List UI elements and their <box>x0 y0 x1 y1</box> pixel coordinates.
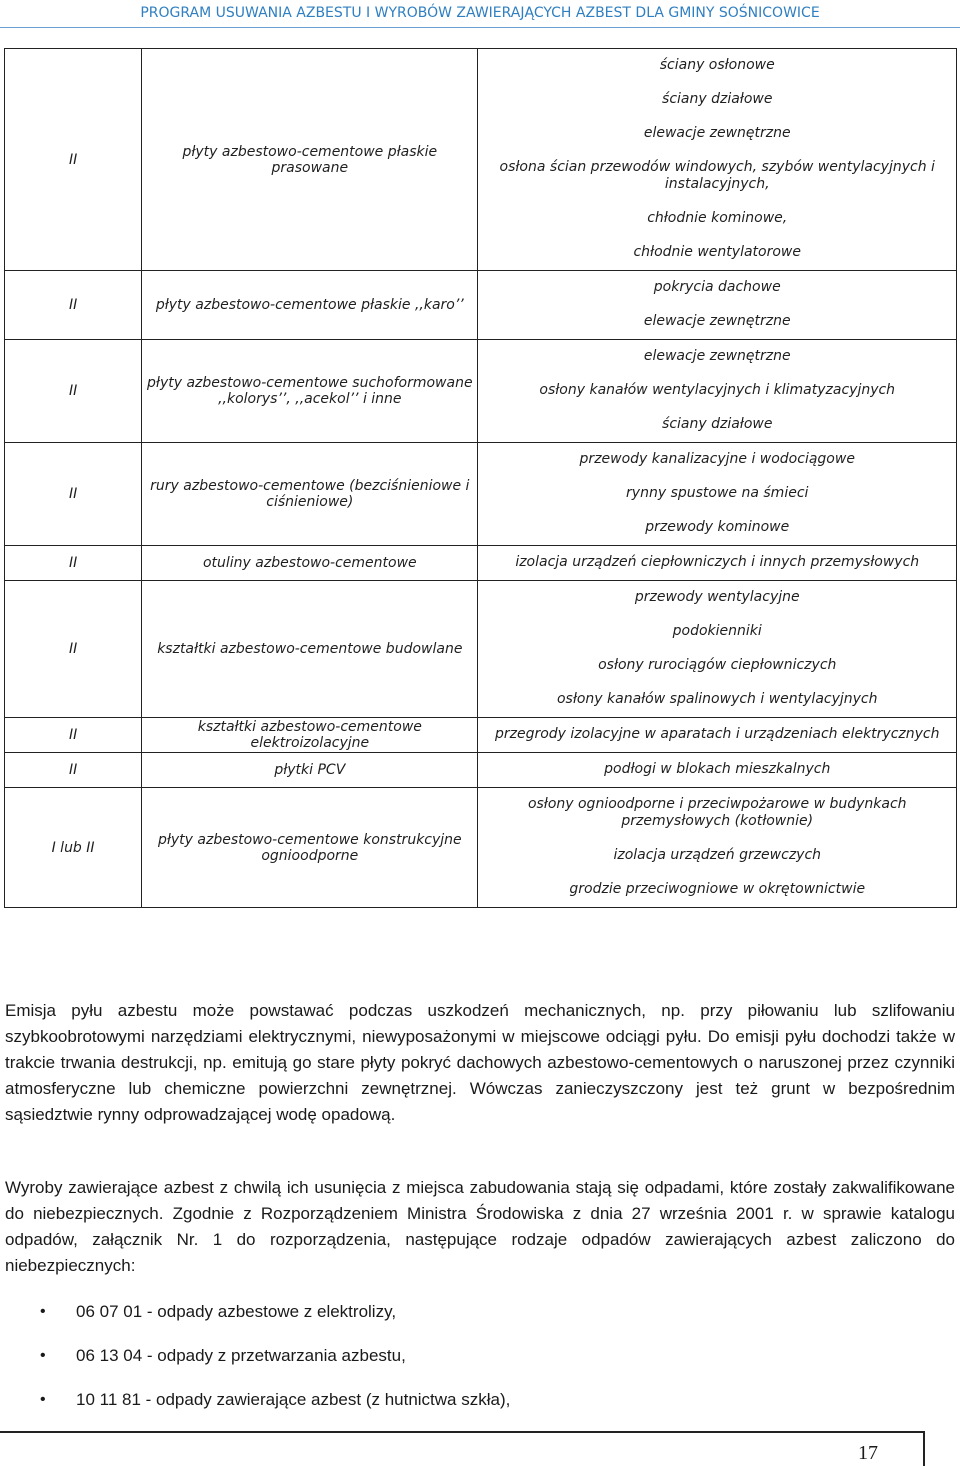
footer-rule <box>0 1431 924 1433</box>
usage-item: osłony rurociągów ciepłowniczych <box>598 657 837 673</box>
usage-cell <box>478 443 957 546</box>
usage-item: chłodnie wentylatorowe <box>633 244 801 260</box>
usage-item: przewody kanalizacyjne i wodociągowe <box>579 451 855 467</box>
table-row <box>5 718 957 753</box>
asbestos-class-cell: II <box>5 581 142 718</box>
usage-item: osłona ścian przewodów windowych, szybów wentylacyjnych i instalacyjnych, <box>499 159 935 192</box>
table-row <box>5 581 957 718</box>
bullet-icon: • <box>40 1391 46 1408</box>
usage-cell <box>478 546 957 581</box>
table-row <box>5 271 957 340</box>
waste-code-item: 06 07 01 - odpady azbestowe z elektrolizy, <box>76 1302 397 1321</box>
asbestos-class-cell: II <box>5 546 142 581</box>
product-name-cell: rury azbestowo-cementowe (bezciśnieniowe i ciśnieniowe) <box>142 443 478 546</box>
usage-cell <box>478 581 957 718</box>
usage-item: osłony kanałów wentylacyjnych i klimatyzacyjnych <box>539 382 896 398</box>
usage-item: osłony kanałów spalinowych i wentylacyjnych <box>556 691 878 707</box>
list-item <box>0 1378 950 1422</box>
list-item <box>0 1290 950 1334</box>
waste-code-item: 06 13 04 - odpady z przetwarzania azbestu, <box>76 1346 406 1365</box>
asbestos-class-cell: II <box>5 443 142 546</box>
table-row <box>5 340 957 443</box>
bullet-icon: • <box>40 1347 46 1364</box>
header-rule <box>0 27 960 28</box>
usage-item: ściany osłonowe <box>659 57 775 73</box>
paragraph-waste-classification: Wyroby zawierające azbest z chwilą ich usunięcia z miejsca zabudowania stają się odpadami, które zostały zakwalifikowane do niebezpiecznych. Zgodnie z Rozporządzeniem Ministra Środowiska z dnia 27 września 2001 r. w sprawie katalogu odpadów, załącznik Nr. 1 do rozporządzenia, następujące rodzaje odpadów zawierających azbest zaliczono do niebezpiecznych: <box>5 1178 955 1275</box>
product-name-cell: otuliny azbestowo-cementowe <box>142 546 478 581</box>
product-name-cell: płytki PCV <box>142 753 478 788</box>
usage-cell <box>478 49 957 271</box>
usage-item: osłony ognioodporne i przeciwpożarowe w budynkach przemysłowych (kotłownie) <box>527 796 907 829</box>
usage-item: chłodnie kominowe, <box>647 210 788 226</box>
usage-item: elewacje zewnętrzne <box>643 313 791 329</box>
list-item <box>0 1334 950 1378</box>
table-row <box>5 788 957 908</box>
product-name-cell: płyty azbestowo-cementowe płaskie prasowane <box>142 49 478 271</box>
paragraph-dust-emission: Emisja pyłu azbestu może powstawać podczas uszkodzeń mechanicznych, np. przy piłowaniu lub szlifowaniu szybkoobrotowymi narzędziami elektrycznymi, niewyposażonymi w miejscowe odciągi pyłu. Do emisji pyłu dochodzi także w trakcie trwania destrukcji, np. emitują go stare płyty pokryć dachowych azbestowo-cementowych o naruszonej przez czynniki atmosferyczne lub chemiczne powierzchni zewnętrznej. Wówczas zanieczyszczony jest też grunt w bezpośrednim sąsiedztwie rynny odprowadzającej wodę opadową. <box>5 1001 955 1124</box>
footer-vertical-rule <box>923 1431 925 1466</box>
product-name-cell: płyty azbestowo-cementowe płaskie ,,karo’’ <box>142 271 478 340</box>
waste-code-list <box>0 1290 950 1422</box>
product-name-cell: płyty azbestowo-cementowe konstrukcyjne ognioodporne <box>142 788 478 908</box>
usage-cell <box>478 718 957 753</box>
usage-item: elewacje zewnętrzne <box>643 125 791 141</box>
usage-item: izolacja urządzeń ciepłowniczych i innych przemysłowych <box>515 554 920 570</box>
waste-code-item: 10 11 81 - odpady zawierające azbest (z hutnictwa szkła), <box>76 1390 511 1409</box>
usage-item: ściany działowe <box>662 91 773 107</box>
product-name-cell: płyty azbestowo-cementowe suchoformowane ,,kolorys’’, ,,acekol’’ i inne <box>142 340 478 443</box>
asbestos-class-cell: II <box>5 718 142 753</box>
usage-cell <box>478 753 957 788</box>
bullet-icon: • <box>40 1303 46 1320</box>
usage-item: grodzie przeciwogniowe w okrętownictwie <box>569 881 866 897</box>
product-name-cell: kształtki azbestowo-cementowe budowlane <box>142 581 478 718</box>
page-header: PROGRAM USUWANIA AZBESTU I WYROBÓW ZAWIERAJĄCYCH AZBEST DLA GMINY SOŚNICOWICE <box>140 5 820 21</box>
table-row <box>5 753 957 788</box>
asbestos-class-cell: I lub II <box>5 788 142 908</box>
product-name-cell: kształtki azbestowo-cementowe elektroizolacyjne <box>142 718 478 753</box>
usage-cell <box>478 788 957 908</box>
usage-item: elewacje zewnętrzne <box>643 348 791 364</box>
usage-item: przewody kominowe <box>645 519 790 535</box>
table-row <box>5 443 957 546</box>
usage-item: przegrody izolacyjne w aparatach i urządzeniach elektrycznych <box>494 726 940 742</box>
usage-item: przewody wentylacyjne <box>634 589 800 605</box>
usage-item: podokienniki <box>672 623 762 639</box>
page-number: 17 <box>858 1442 878 1464</box>
usage-cell <box>478 340 957 443</box>
table-body <box>5 49 957 908</box>
usage-item: izolacja urządzeń grzewczych <box>613 847 822 863</box>
asbestos-products-table <box>4 48 957 908</box>
usage-item: ściany działowe <box>662 416 773 432</box>
table-row <box>5 546 957 581</box>
usage-cell <box>478 271 957 340</box>
usage-item: rynny spustowe na śmieci <box>626 485 809 501</box>
usage-item: podłogi w blokach mieszkalnych <box>604 761 831 777</box>
asbestos-class-cell: II <box>5 49 142 271</box>
table-row <box>5 49 957 271</box>
asbestos-class-cell: II <box>5 753 142 788</box>
asbestos-class-cell: II <box>5 271 142 340</box>
asbestos-class-cell: II <box>5 340 142 443</box>
usage-item: pokrycia dachowe <box>653 279 781 295</box>
